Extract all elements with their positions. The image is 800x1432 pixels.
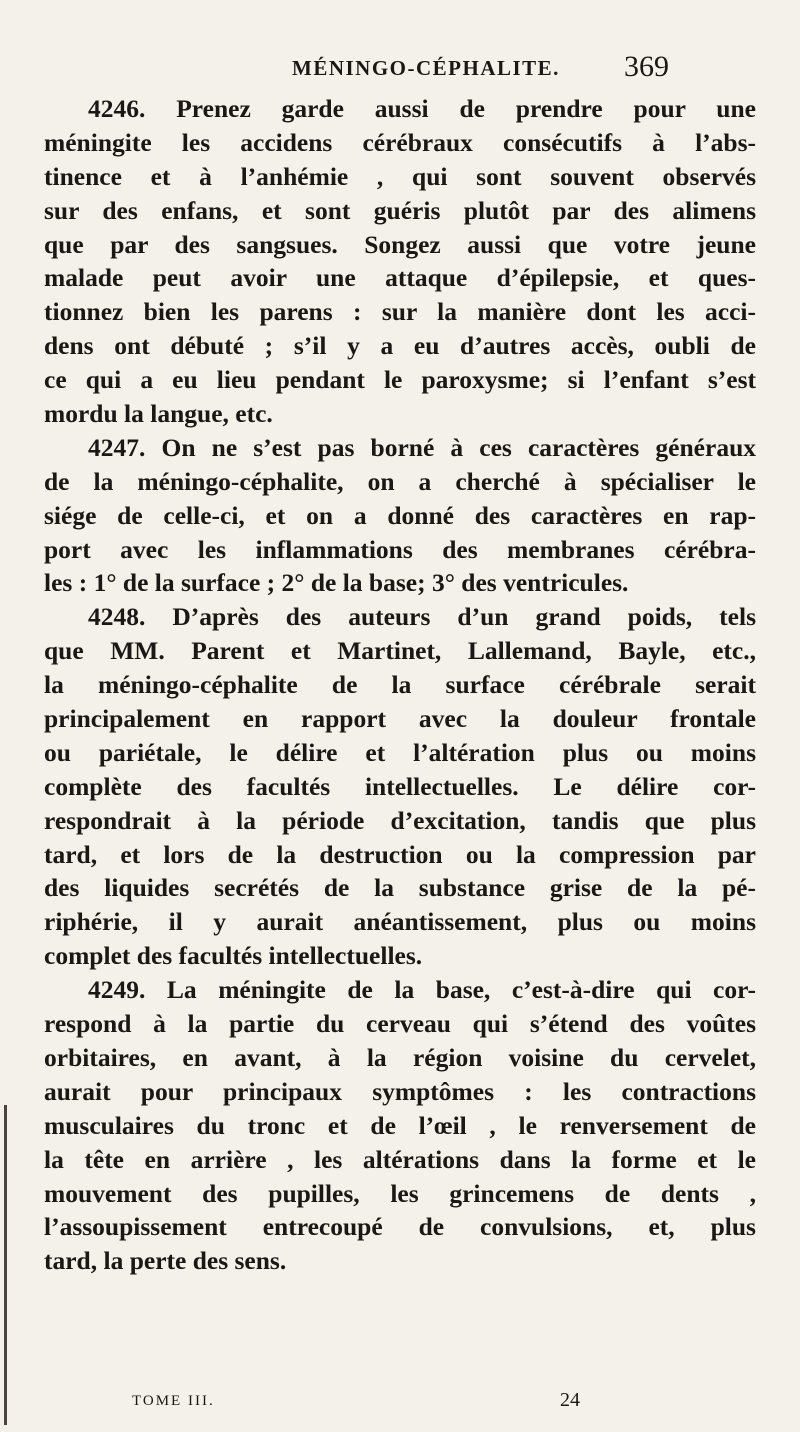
text-line: aurait pour principaux symptômes : les contractions bbox=[44, 1076, 756, 1106]
text-line: port avec les inflammations des membranes cérébra- bbox=[44, 534, 756, 564]
text-line: mordu la langue, etc. bbox=[44, 399, 273, 429]
body-text bbox=[44, 92, 756, 1278]
page-footer bbox=[0, 1389, 800, 1417]
text-line: de la méningo-céphalite, on a cherché à spécialiser le bbox=[44, 466, 756, 496]
text-line: tard, la perte des sens. bbox=[44, 1246, 287, 1276]
text-line: respond à la partie du cerveau qui s’étend des voûtes bbox=[44, 1009, 756, 1039]
text-line: mouvement des pupilles, les grincemens de dents , bbox=[44, 1178, 756, 1208]
text-line: ou pariétale, le délire et l’altération plus ou moins bbox=[44, 737, 756, 767]
page-number: 369 bbox=[624, 50, 669, 83]
text-line: complet des facultés intellectuelles. bbox=[44, 941, 423, 971]
running-head bbox=[0, 50, 800, 90]
paragraph-4247 bbox=[44, 431, 756, 600]
text-line: 4248. D’après des auteurs d’un grand poids, tels bbox=[88, 602, 756, 632]
paragraph-4248 bbox=[44, 600, 756, 973]
signature-number: 24 bbox=[560, 1389, 580, 1411]
text-line: la tête en arrière , les altérations dans la forme et le bbox=[44, 1144, 756, 1174]
text-line: la méningo-céphalite de la surface cérébrale serait bbox=[44, 670, 756, 700]
text-line: 4247. On ne s’est pas borné à ces caractères généraux bbox=[88, 432, 756, 462]
text-line: dens ont débuté ; s’il y a eu d’autres accès, oubli de bbox=[44, 331, 756, 361]
text-line: malade peut avoir une attaque d’épilepsie, et ques- bbox=[44, 263, 756, 293]
text-line: que MM. Parent et Martinet, Lallemand, Bayle, etc., bbox=[44, 636, 756, 666]
text-line: respondrait à la période d’excitation, tandis que plus bbox=[44, 805, 756, 835]
text-line: riphérie, il y aurait anéantissement, plus ou moins bbox=[44, 907, 756, 937]
text-line: principalement en rapport avec la douleur frontale bbox=[44, 704, 756, 734]
signature-mark: TOME III. bbox=[132, 1393, 215, 1409]
text-line: les : 1° de la surface ; 2° de la base; 3° des ventricules. bbox=[44, 568, 629, 598]
paragraph-4246 bbox=[44, 92, 756, 431]
text-line: tionnez bien les parens : sur la manière dont les acci- bbox=[44, 297, 756, 327]
running-title: MÉNINGO-CÉPHALITE. bbox=[292, 56, 560, 80]
text-line: l’assoupissement entrecoupé de convulsions, et, plus bbox=[44, 1212, 756, 1242]
paragraph-4249 bbox=[44, 973, 756, 1278]
binding-edge-line bbox=[4, 1105, 7, 1425]
text-line: tard, et lors de la destruction ou la compression par bbox=[44, 839, 756, 869]
text-line: musculaires du tronc et de l’œil , le renversement de bbox=[44, 1110, 756, 1140]
text-line: ce qui a eu lieu pendant le paroxysme; si l’enfant s’est bbox=[44, 365, 756, 395]
text-line: des liquides secrétés de la substance grise de la pé- bbox=[44, 873, 756, 903]
text-line: méningite les accidens cérébraux consécutifs à l’abs- bbox=[44, 127, 756, 157]
text-line: que par des sangsues. Songez aussi que votre jeune bbox=[44, 229, 756, 259]
text-line: orbitaires, en avant, à la région voisine du cervelet, bbox=[44, 1042, 756, 1072]
text-line: 4249. La méningite de la base, c’est-à-dire qui cor- bbox=[88, 975, 756, 1005]
text-line: 4246. Prenez garde aussi de prendre pour une bbox=[88, 94, 756, 123]
text-line: complète des facultés intellectuelles. Le délire cor- bbox=[44, 771, 756, 801]
text-line: sur des enfans, et sont guéris plutôt par des alimens bbox=[44, 195, 756, 225]
text-line: siége de celle-ci, et on a donné des caractères en rap- bbox=[44, 500, 756, 530]
text-line: tinence et à l’anhémie , qui sont souvent observés bbox=[44, 161, 756, 191]
